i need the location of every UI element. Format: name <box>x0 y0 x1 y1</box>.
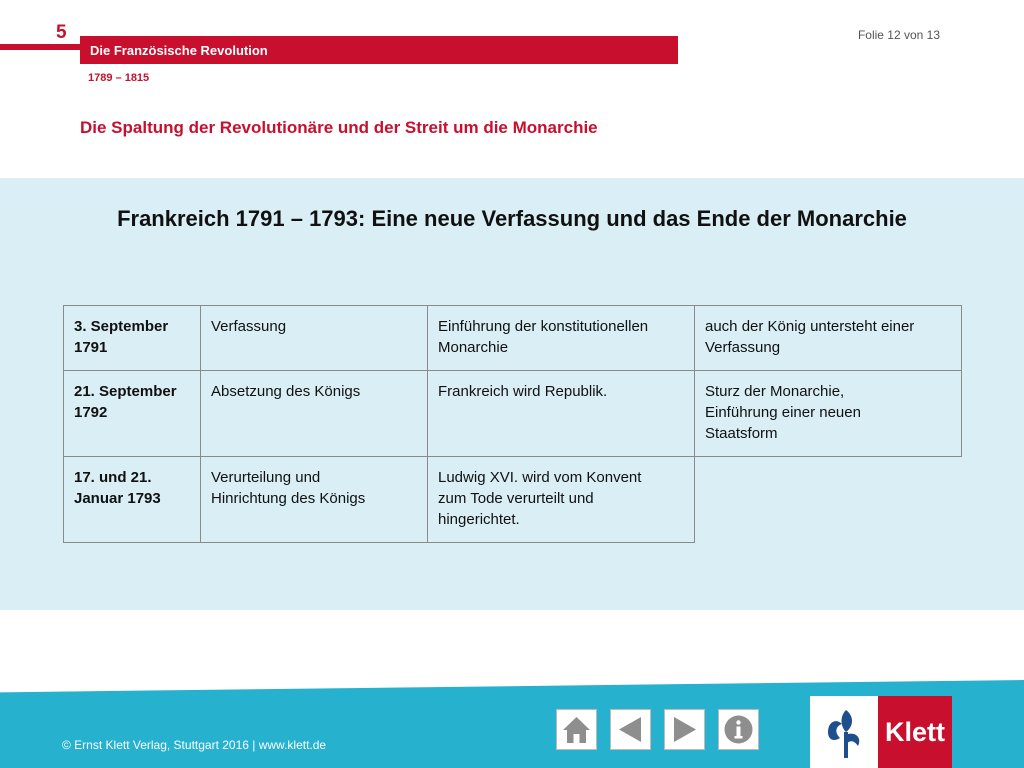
info-button[interactable] <box>718 709 759 750</box>
home-button[interactable] <box>556 709 597 750</box>
table-cell-event: Verurteilung und Hinrichtung des Königs <box>201 457 428 543</box>
table-cell-date: 21. September 1792 <box>64 371 201 457</box>
copyright-text: © Ernst Klett Verlag, Stuttgart 2016 | www.klett.de <box>62 738 327 752</box>
events-table <box>63 305 962 543</box>
klett-emblem-icon <box>810 696 878 768</box>
arrow-left-icon <box>611 710 650 749</box>
table-cell-date: 17. und 21. Januar 1793 <box>64 457 201 543</box>
info-icon <box>719 710 758 749</box>
series-title: Die Französische Revolution <box>90 43 268 58</box>
table-cell-event: Verfassung <box>201 306 428 371</box>
table-cell-note: auch der König untersteht einer Verfassung <box>695 306 962 371</box>
table-cell-detail: Ludwig XVI. wird vom Konvent zum Tode verurteilt und hingerichtet. <box>428 457 695 543</box>
previous-slide-button[interactable] <box>610 709 651 750</box>
page-title: Frankreich 1791 – 1793: Eine neue Verfassung und das Ende der Monarchie <box>117 206 907 231</box>
home-icon <box>557 710 596 749</box>
klett-logo[interactable] <box>810 696 952 768</box>
arrow-right-icon <box>665 710 704 749</box>
title-bar-line <box>0 44 80 50</box>
klett-logo-text: Klett <box>878 696 952 768</box>
next-slide-button[interactable] <box>664 709 705 750</box>
table-cell-empty <box>695 457 962 543</box>
table-cell-note: Sturz der Monarchie, Einführung einer neuen Staatsform <box>695 371 962 457</box>
chapter-number: 5 <box>56 22 67 43</box>
slide-counter: Folie 12 von 13 <box>857 28 940 42</box>
table-cell-detail: Einführung der konstitutionellen Monarchie <box>428 306 695 371</box>
date-range: 1789 – 1815 <box>88 72 150 84</box>
slide-subtitle: Die Spaltung der Revolutionäre und der Streit um die Monarchie <box>80 118 598 137</box>
table-cell-date: 3. September 1791 <box>64 306 201 371</box>
table-row <box>64 457 962 543</box>
table-cell-detail: Frankreich wird Republik. <box>428 371 695 457</box>
table-cell-event: Absetzung des Königs <box>201 371 428 457</box>
table-row <box>64 371 962 457</box>
table-row <box>64 306 962 371</box>
